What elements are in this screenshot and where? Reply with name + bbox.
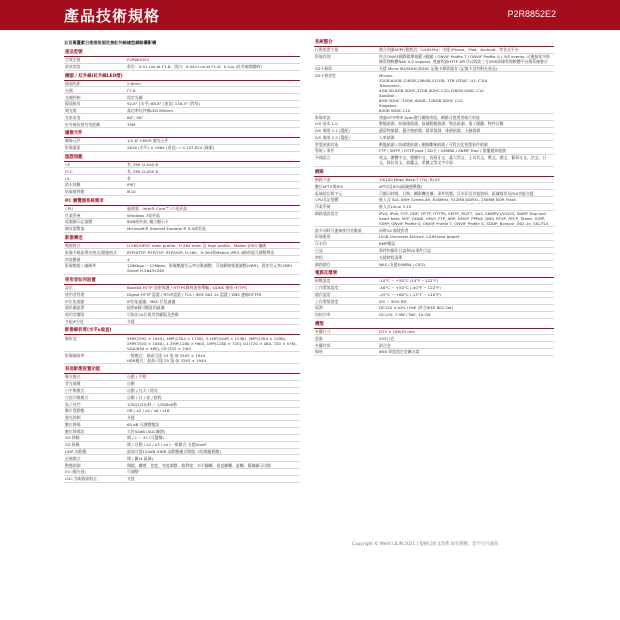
spec-row bbox=[64, 462, 300, 469]
spec-value: F1.6 bbox=[127, 87, 136, 93]
section-heading: 鏡頭 / 紅外線(紅外線LED燈) bbox=[64, 74, 300, 81]
section-heading: 影像傳送 bbox=[64, 236, 300, 243]
right-column bbox=[314, 40, 554, 359]
spec-row bbox=[314, 134, 554, 141]
spec-value: IP位址過濾，MAC 位址過濾 bbox=[127, 298, 176, 304]
spec-label: 警報 / 事件 bbox=[315, 148, 335, 154]
spec-value: Windows 7或更高 bbox=[127, 212, 160, 218]
spec-value: Digest HTTP 認證 / RTSP認證 / TLS / IEEE 802.1x 認證 / DNS 連線HTTPS bbox=[127, 291, 262, 297]
spec-value: 透過HTTP和P Scan進行網路串流，網路可使用者進行串流 bbox=[379, 114, 480, 120]
spec-value: 可顯示時間、日期、攝影機名稱、事件狀態、浮水印及其他資料；區域裁切及ROI功能支援 bbox=[379, 190, 534, 196]
spec-value: LILIN Universal ActiveX, LILIN Java Applet bbox=[379, 234, 460, 240]
spec-label: IVS 基本 1.0 bbox=[315, 121, 338, 127]
spec-row bbox=[64, 189, 300, 196]
spec-section bbox=[64, 278, 300, 326]
spec-row bbox=[64, 256, 300, 263]
spec-row bbox=[64, 408, 300, 415]
spec-label: 數位降雜訊 bbox=[65, 428, 85, 434]
spec-label: 白平衡模式 bbox=[65, 387, 85, 393]
spec-value: 5MP(2592 × 1944), 4MP(2304 × 1728), 3.1MP(2048 × 1536), 3MP(2304 × 1296), 2MP(1920 × 1080), 1.3MP(1280 × 960), 1MP(1280 × 720), D1(720 × 480, 720 × 576), VGA(640 × 480), CIF(352 × 240) bbox=[127, 335, 297, 351]
spec-value: 遺留物偵測、遺失物偵測、群眾偵測、徘徊偵測、人臉偵測 bbox=[379, 128, 481, 134]
spec-value: 高功率紅外線LED 850nm bbox=[127, 108, 173, 114]
spec-label: FCC bbox=[65, 168, 73, 174]
spec-label: 日誌 bbox=[315, 248, 323, 254]
spec-value: 60°, 90° bbox=[127, 114, 144, 120]
spec-row bbox=[64, 476, 300, 483]
spec-row bbox=[64, 114, 300, 121]
spec-value: 符合ONVIF國際標準規範 S模組 / ONVIF Profile T / ONVIF Profile G / IVS events, 可連接眾多影像管理軟體NAV 5.0 support, 透過利器HTTP API可以與第三方VMS影像管理軟體平台與系統整合 bbox=[379, 54, 550, 65]
spec-value: IK10 bbox=[127, 189, 136, 195]
spec-row bbox=[64, 469, 300, 476]
spec-value: 555公克 bbox=[379, 335, 395, 341]
spec-row bbox=[314, 211, 554, 228]
spec-label: 最多同時可連線使用者數量 bbox=[315, 227, 362, 233]
spec-label: 影像應用 bbox=[315, 234, 331, 240]
spec-section bbox=[64, 328, 300, 364]
section-heading: 機殼 bbox=[314, 322, 554, 329]
spec-row bbox=[314, 349, 554, 356]
spec-row bbox=[64, 182, 300, 189]
spec-row bbox=[64, 435, 300, 442]
spec-row bbox=[314, 342, 554, 349]
page-title: 產品技術規格 bbox=[64, 7, 161, 25]
spec-row bbox=[314, 298, 554, 305]
spec-row bbox=[64, 243, 300, 250]
spec-value: 35M bbox=[127, 121, 136, 127]
spec-value: 開 / 自動 / x2 / x3 / x4 (一般模式 支援Dnoff bbox=[127, 442, 206, 448]
spec-value: 固定光圈 bbox=[127, 94, 143, 100]
spec-value: DC12V, 7.9W / PoE, 10.2W bbox=[379, 312, 431, 318]
spec-row bbox=[314, 305, 554, 312]
spec-label: 外觀材質 bbox=[315, 342, 331, 348]
spec-value: 開 / 關(4 區域) bbox=[127, 455, 154, 461]
spec-row bbox=[64, 121, 300, 128]
spec-section bbox=[64, 236, 300, 275]
spec-label: 作業系統 bbox=[315, 204, 331, 210]
spec-label: 區域裁切與字元 bbox=[315, 190, 343, 196]
spec-label: 工作環境溼度 bbox=[315, 298, 339, 304]
spec-row bbox=[64, 145, 300, 152]
spec-label: 曝光模式 bbox=[65, 374, 81, 380]
left-spec-sections bbox=[64, 50, 300, 483]
spec-value: 支援 bbox=[127, 476, 135, 482]
spec-value: 128Kbps ~ 12Mbps；影像壓縮位元率自動調整；可依網路頻寬調整(VBR)；固定位元率(CBR) Smart H.264/H.265 bbox=[127, 263, 293, 274]
spec-value: ePTZ及ROI(區域感興趣) bbox=[379, 183, 423, 189]
section-heading: 認證規範 bbox=[64, 155, 300, 162]
spec-value: 2.8mm bbox=[127, 80, 141, 86]
spec-label: 攝像元件 bbox=[65, 138, 81, 144]
spec-row bbox=[64, 219, 300, 226]
section-heading: 電源及環境 bbox=[314, 271, 554, 278]
spec-label: 紅外線投射有效距離 bbox=[65, 121, 101, 127]
spec-label: 解析度 bbox=[65, 335, 77, 341]
spec-value: 1/30(1/25)秒 ~ 1/30000秒 bbox=[127, 401, 178, 407]
spec-row bbox=[314, 261, 554, 268]
right-spec-sections bbox=[314, 40, 554, 356]
spec-label: 行動裝置支援 bbox=[315, 47, 339, 53]
spec-label: 影像畫素 bbox=[65, 145, 81, 151]
spec-label: 數位ePTZ與ROI bbox=[315, 183, 344, 189]
spec-row bbox=[314, 177, 554, 184]
spec-value: 自動 / 白天 / 燈光 bbox=[127, 387, 158, 393]
spec-value: 最高可達120dB (HDR 高動態模式開啟, 2倍模組動態) bbox=[127, 448, 221, 454]
spec-row bbox=[314, 254, 554, 261]
spec-value: 8GB或更高, 獨立顯示卡 bbox=[127, 219, 169, 225]
spec-row bbox=[314, 155, 554, 167]
spec-value: 彩色：0.01 Lux at F1.6；黑白：0.004 Lux at F1.6；0 Lux (紅外線開啟時) bbox=[127, 64, 262, 70]
spec-row bbox=[64, 87, 300, 94]
spec-value: 整合利器APP行動程式「LILIN Pro」支援 iPhone、iPad、Android、等各式平台 bbox=[379, 47, 519, 53]
spec-label: 強光抑制 bbox=[65, 415, 81, 421]
spec-value: 鋁合金 bbox=[379, 342, 391, 348]
spec-value: 動態偵測 / 防破壞偵測 / 網路斷線偵測 / 可程式化智慧事件偵測 bbox=[379, 141, 488, 147]
spec-label: 補光燈 bbox=[65, 108, 77, 114]
spec-label: 防水係數 bbox=[65, 182, 81, 188]
spec-value: 處理器：Intel® Core™ i7 或更高 bbox=[127, 205, 187, 211]
spec-row bbox=[64, 374, 300, 381]
section-heading: 攝像元件 bbox=[64, 131, 300, 138]
spec-row bbox=[64, 428, 300, 435]
spec-value: 可調整 bbox=[127, 469, 139, 475]
spec-row bbox=[314, 234, 554, 241]
spec-label: 耐壓溫度 bbox=[315, 278, 331, 284]
spec-row bbox=[64, 319, 300, 326]
spec-row bbox=[64, 298, 300, 305]
spec-label: 多國語言 bbox=[315, 155, 331, 161]
spec-value: 一般模式：最高可達 25 張 @ 2592 × 1944 HDR模式：最高可達 25 張 @ 2592 × 1944 bbox=[127, 352, 207, 363]
spec-row bbox=[314, 248, 554, 255]
spec-label: 網頁瀏覽器 bbox=[65, 226, 85, 232]
spec-row bbox=[64, 206, 300, 213]
spec-label: 設定 bbox=[65, 285, 73, 291]
spec-row bbox=[64, 81, 300, 88]
spec-value: IP67 bbox=[127, 182, 136, 188]
spec-row bbox=[64, 138, 300, 145]
spec-label: 多組IP位址 bbox=[65, 319, 85, 325]
spec-section bbox=[314, 170, 554, 268]
spec-row bbox=[64, 421, 300, 428]
spec-value: -10°C ~ +50°C (14°F ~122°F) bbox=[379, 278, 439, 284]
spec-row bbox=[314, 54, 554, 66]
spec-label: 影像擷取率 bbox=[65, 352, 85, 358]
spec-value: D75 × 189(D) mm bbox=[379, 329, 415, 335]
spec-section bbox=[64, 74, 300, 128]
spec-value: 嵌入式Linux 3.10 bbox=[379, 204, 412, 210]
spec-label: 使用者管理 bbox=[65, 291, 85, 297]
spec-row bbox=[64, 388, 300, 395]
spec-row bbox=[314, 329, 554, 336]
spec-value: 10/100 Mbps Base-T (Tx), RJ-45 bbox=[379, 176, 440, 182]
spec-row bbox=[64, 305, 300, 312]
spec-label: 光束角度 bbox=[65, 114, 81, 120]
spec-row bbox=[314, 292, 554, 299]
spec-label: 3D 降躁 bbox=[65, 435, 80, 441]
spec-value: DC12V ±10% / PoE (符合IEEE 802.3af) bbox=[379, 305, 454, 311]
spec-row bbox=[64, 352, 300, 364]
spec-label: 消耗功率 bbox=[315, 312, 331, 318]
spec-value: 事件和操作日誌和VS事件日誌 bbox=[379, 248, 431, 254]
spec-value: 1/2.8" CMOS 感光元件 bbox=[127, 138, 169, 144]
spec-row bbox=[314, 190, 554, 197]
spec-label: 串流數量 bbox=[65, 256, 81, 262]
spec-value: -25°C ~ +60°C (-13°F ~ 140°F) bbox=[379, 291, 441, 297]
spec-label: 影像管理 bbox=[315, 54, 331, 60]
spec-row bbox=[314, 312, 554, 319]
spec-label: CPU bbox=[65, 205, 73, 211]
spec-label: IVS 進階 2.2 (選配) bbox=[315, 134, 350, 140]
spec-row bbox=[314, 335, 554, 342]
spec-label: CPU及記憶體 bbox=[315, 197, 339, 203]
spec-row bbox=[64, 285, 300, 292]
spec-row bbox=[64, 212, 300, 219]
section-heading: 產品型號 bbox=[64, 50, 300, 57]
spec-label: SD卡錄影 bbox=[315, 65, 333, 71]
spec-label: 走廊模式 bbox=[65, 455, 81, 461]
spec-row bbox=[64, 312, 300, 319]
spec-value: Off / x2 / x4 / x8 / x16 bbox=[127, 408, 170, 414]
spec-value: Φ58 斜度固定金屬支架 bbox=[379, 349, 420, 355]
spec-value: 0% ~ 90% RH bbox=[379, 298, 407, 304]
page-header bbox=[0, 0, 620, 30]
spec-row bbox=[64, 175, 300, 182]
spec-value: 大於50dB (AGC關閉) bbox=[127, 428, 166, 434]
spec-row bbox=[314, 285, 554, 292]
spec-label: 重量 bbox=[315, 335, 323, 341]
spec-label: 防破壞係數 bbox=[65, 189, 85, 195]
spec-label: EV (曝光值) bbox=[65, 469, 87, 475]
spec-section bbox=[64, 50, 300, 71]
spec-row bbox=[314, 72, 554, 114]
spec-label: 線座 bbox=[315, 349, 323, 355]
spec-label: HDR 高動態 bbox=[65, 448, 87, 454]
spec-value: Micron - 32GB,64GB,128GB,256GB,512GB, 1TB (SDXC, U1, C10) Transcend - 4GB SD,8GB SDHC,32GB SDHC C10,128GB SDXC C10 SanDisk - 8GB SDHC, 32GB, 64GB, 128GB SDHC C10 Kingston - 64GB SDXC C10 bbox=[379, 72, 488, 113]
spec-label: IVS 進階 2.1 (選配) bbox=[315, 128, 350, 134]
spec-value: Base64 HTTP 加密保護 / HTTPS資料加密傳輸 / DDNS 連結 HTTPS bbox=[127, 285, 247, 291]
spec-row bbox=[64, 57, 300, 64]
spec-row bbox=[64, 162, 300, 169]
spec-label: 鏡頭焦距 bbox=[65, 80, 81, 86]
spec-value: 支援 bbox=[127, 415, 135, 421]
spec-section bbox=[314, 322, 554, 356]
spec-value: 60 dB 可調整雜訊 bbox=[127, 421, 160, 427]
spec-value: H.265/HEVC main profile、H.264 main 及 high profile、Motion JPEG 編碼 bbox=[127, 243, 267, 249]
spec-value: 4 bbox=[127, 256, 130, 262]
spec-value: 自動 bbox=[127, 381, 135, 387]
spec-row bbox=[314, 121, 554, 128]
spec-label: CE bbox=[65, 161, 71, 167]
spec-label: 外觀尺寸 bbox=[315, 329, 331, 335]
spec-row bbox=[64, 101, 300, 108]
spec-label: 數位寬動態 bbox=[65, 408, 85, 414]
spec-value: 自動 / 手動 bbox=[127, 374, 147, 380]
spec-label: 隱私權遮罩 bbox=[65, 305, 85, 311]
spec-row bbox=[64, 292, 300, 299]
spec-section bbox=[314, 271, 554, 319]
spec-row bbox=[314, 183, 554, 190]
spec-label: 網路通訊協定 bbox=[315, 210, 339, 216]
spec-row bbox=[64, 442, 300, 449]
spec-value: 有, EMI CLASS B bbox=[127, 161, 159, 167]
spec-row bbox=[314, 114, 554, 121]
spec-label: 影像壓縮 / 編碼率 bbox=[65, 263, 97, 269]
spec-value: BMP標誌 bbox=[379, 241, 396, 247]
spec-row bbox=[64, 249, 300, 256]
spec-value: P2R8852E2 bbox=[127, 57, 150, 63]
section-heading: 其他影像設置功能 bbox=[64, 367, 300, 374]
spec-label: 背光補償 bbox=[65, 381, 81, 387]
spec-value: 92.8° (水平) 68.8° (垂直) 116.5° (對角) bbox=[127, 101, 200, 107]
spec-row bbox=[64, 168, 300, 175]
spec-label: 電源 bbox=[315, 305, 323, 311]
spec-label: 最低照度 bbox=[65, 64, 81, 70]
spec-row bbox=[64, 94, 300, 101]
spec-row bbox=[314, 141, 554, 148]
spec-value: 支援 bbox=[127, 319, 135, 325]
spec-label: 動態偵測 bbox=[65, 462, 81, 468]
spec-label: 壓縮格式 bbox=[65, 243, 81, 249]
spec-row bbox=[314, 204, 554, 211]
spec-value: RTP/HTTP, RTP/TCP, RTP/UDP, H.265、H.264和Motion JPEG 4路串流可調整傳送 bbox=[127, 249, 275, 255]
spec-row bbox=[64, 226, 300, 233]
spec-label: 網路介面 bbox=[315, 176, 331, 182]
spec-value: 有 bbox=[127, 175, 131, 181]
spec-section bbox=[314, 40, 554, 167]
spec-value: 人車偵測 bbox=[379, 134, 395, 140]
section-heading: 系統整合 bbox=[314, 40, 554, 47]
spec-row bbox=[64, 64, 300, 71]
spec-label: 光圈控制 bbox=[65, 94, 81, 100]
spec-label: 日夜切換模式 bbox=[65, 394, 89, 400]
spec-row bbox=[64, 455, 300, 462]
spec-row bbox=[64, 415, 300, 422]
spec-value: FTP / SMTP / HTTP post / SD卡 / SAMBA / SNMP Trap / 推播通知服務 bbox=[379, 148, 506, 154]
spec-value: 支援時程清單 bbox=[379, 254, 403, 260]
spec-value: 英文、繁體中文、簡體中文、西班牙文、義大利文、土耳其文、俄文、德文、葡萄牙文、法文、日文、阿拉伯文、波蘭文、希臘文等文字介面 bbox=[379, 155, 547, 166]
spec-label: 網路儲存 bbox=[315, 261, 331, 267]
spec-value: 開 / 1 ~ 32 (可選擇) bbox=[127, 435, 164, 441]
spec-value: 提供8個可隨意的區域 bbox=[127, 305, 165, 311]
spec-label: IP位址過濾 bbox=[65, 298, 85, 304]
section-heading: 影像解析度(水平x垂直) bbox=[64, 328, 300, 335]
spec-value: 可指定10位使用者權限及密碼 bbox=[127, 312, 179, 318]
spec-label: 工作環境溫度 bbox=[315, 285, 339, 291]
spec-label: 電子快門 bbox=[65, 401, 81, 407]
spec-value: 動態偵測、防破壞偵測、區域動態偵測、物品偵測、電子圍籬、物件計數 bbox=[379, 121, 504, 127]
left-column bbox=[64, 40, 300, 486]
spec-value: -40°C ~ +50°C (-40°F ~ 122°F) bbox=[379, 285, 441, 291]
spec-label: 影像串流 bbox=[315, 114, 331, 120]
spec-value: 嵌入式 SoC ARM Cortex-A9, 816MHz, 512MB DDR3L, 256MB NOR Flash bbox=[379, 197, 516, 203]
spec-label: 儲存溫度 bbox=[315, 291, 331, 297]
spec-label: 使用者權限 bbox=[65, 312, 85, 318]
spec-label: 作業系統 bbox=[65, 212, 81, 218]
spec-section bbox=[64, 199, 300, 233]
spec-section bbox=[64, 131, 300, 152]
spec-row bbox=[64, 108, 300, 115]
spec-label: 光圈 bbox=[65, 87, 73, 93]
spec-label: 2D 降躁 bbox=[65, 442, 80, 448]
section-heading: PC 瀏覽器系統需求 bbox=[64, 199, 300, 206]
spec-row bbox=[314, 66, 554, 73]
spec-label: 數位降噪 bbox=[65, 421, 81, 427]
spec-row bbox=[314, 128, 554, 135]
spec-row bbox=[314, 148, 554, 155]
spec-label: 智慧偵測功能 bbox=[315, 141, 339, 147]
copyright-footer: Copyright © Merit LILIN 2021 | 規格以原文為準,如有變動，恕不另行通知 bbox=[352, 542, 499, 547]
spec-row bbox=[64, 401, 300, 408]
spec-label: 鏡頭視角 bbox=[65, 101, 81, 107]
spec-label: 型號型號 bbox=[65, 57, 81, 63]
spec-row bbox=[64, 449, 300, 456]
spec-value: IPv4, IPv6, TCP, UDP, HTTP, HTTPS, SMTP, MQTT, QoS, SNMPV1/V2/V3, SNMP Trap and heart beat, NTP, DDNS, UPnP, FTP, ARP, DHCP, PPPoE, DNS, RTSP, RTCP, Telnet, ICMP, IGMP, ONVIF Profile S, ONVIF Profile T, ONVIF Profile G, SDDP, Bonjour, 802.1x, SSL/TLS bbox=[379, 210, 549, 226]
spec-row bbox=[314, 278, 554, 285]
spec-value: 開啟、關閉、色度、亮度調整、銳利度、水平翻轉、垂直翻轉、旋轉、鏡像顯示切換 bbox=[127, 462, 271, 468]
spec-row bbox=[314, 241, 554, 248]
section-heading: 使用者如何設置 bbox=[64, 278, 300, 285]
spec-label: 影像多碼流傳送格式/壓縮格式 bbox=[65, 249, 117, 255]
spec-value: Microsoft® Internet Explorer® 9.0或更高 bbox=[127, 226, 206, 232]
spec-row bbox=[314, 47, 554, 54]
spec-label: LDC 魚眼鏡頭校正 bbox=[65, 476, 98, 482]
spec-label: 電腦顯示記憶體 bbox=[65, 219, 93, 225]
spec-section bbox=[64, 367, 300, 483]
product-description: 五百萬畫素日夜兩用固定焦紅外線槍型網路攝影機 bbox=[64, 40, 157, 45]
spec-value: 自動 / 日 / 夜 / 排程 bbox=[127, 394, 162, 400]
spec-value: NAS (支援SAMBA / CIFS) bbox=[379, 261, 426, 267]
spec-row bbox=[64, 335, 300, 352]
spec-value: 支援 Micro SD/SDHC/SDXC 記憶卡錄影儲存 (記憶卡沒有附在產品) bbox=[379, 65, 498, 71]
spec-label: 浮水印 bbox=[315, 241, 327, 247]
section-heading: 網路 bbox=[314, 170, 554, 177]
spec-value: 2616 (水平) × 1964 (垂直) = 5,137,824 (像素) bbox=[127, 145, 215, 151]
spec-section bbox=[64, 155, 300, 196]
spec-row bbox=[314, 227, 554, 234]
spec-label: UL bbox=[65, 175, 71, 181]
model-number: P2R8852E2 bbox=[507, 9, 556, 19]
spec-row bbox=[64, 263, 300, 275]
spec-label: 時程 bbox=[315, 254, 323, 260]
spec-row bbox=[64, 394, 300, 401]
spec-label: SD卡相容性 bbox=[315, 72, 337, 78]
spec-row bbox=[64, 381, 300, 388]
spec-row bbox=[314, 197, 554, 204]
spec-value: 有, EMI CLASS B bbox=[127, 168, 159, 174]
spec-value: 同時10 個使用者 bbox=[379, 227, 409, 233]
